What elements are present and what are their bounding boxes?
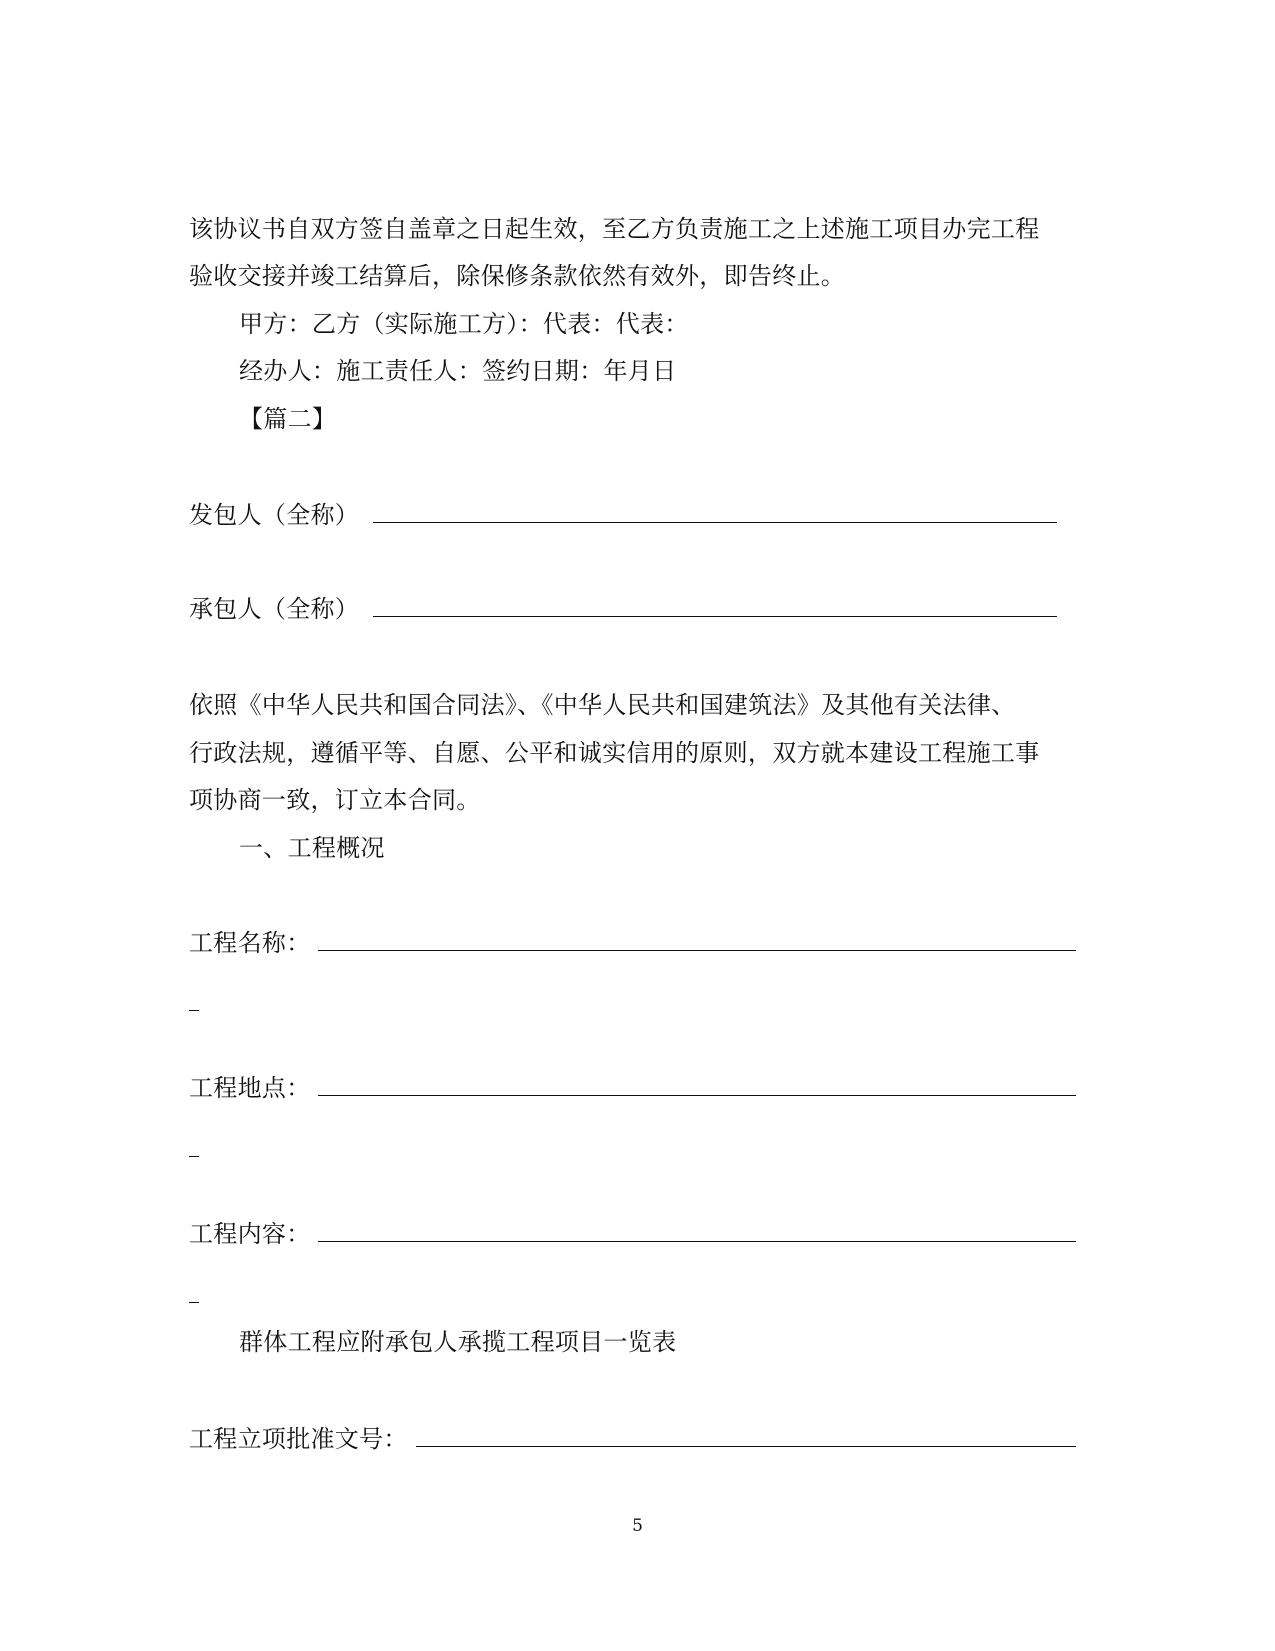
paragraph-2-line-2: 行政法规，遵循平等、自愿、公平和诚实信用的原则，双方就本建设工程施工事 xyxy=(189,739,1040,767)
project-name-blank[interactable] xyxy=(318,928,1076,951)
page-number: 5 xyxy=(632,1516,643,1536)
project-content-row xyxy=(189,1219,1076,1249)
project-location-blank-continuation xyxy=(189,1156,199,1157)
project-content-blank[interactable] xyxy=(318,1219,1076,1242)
article-1-heading: 一、工程概况 xyxy=(239,834,385,862)
section-heading: 【篇二】 xyxy=(239,405,337,433)
paragraph-1-line-1: 该协议书自双方签自盖章之日起生效，至乙方负责施工之上述施工项目办完工程 xyxy=(189,215,1040,243)
project-content-blank-continuation xyxy=(189,1302,199,1303)
project-name-label: 工程名称： xyxy=(189,929,311,957)
employer-name-blank[interactable] xyxy=(373,500,1057,523)
paragraph-2-line-3: 项协商一致，订立本合同。 xyxy=(189,786,481,814)
project-location-label: 工程地点： xyxy=(189,1074,311,1102)
project-name-blank-continuation xyxy=(189,1010,199,1011)
contractor-field-row xyxy=(189,594,1057,624)
contractor-label: 承包人（全称） xyxy=(189,595,360,623)
signature-line-2: 经办人：施工责任人：签约日期：年月日 xyxy=(239,357,677,385)
project-location-blank[interactable] xyxy=(318,1073,1076,1096)
contractor-name-blank[interactable] xyxy=(373,594,1057,617)
project-content-label: 工程内容： xyxy=(189,1220,311,1248)
signature-line-1: 甲方：乙方（实际施工方）：代表：代表： xyxy=(239,310,689,338)
group-project-note: 群体工程应附承包人承揽工程项目一览表 xyxy=(239,1328,677,1356)
project-name-row xyxy=(189,928,1076,958)
employer-label: 发包人（全称） xyxy=(189,501,360,529)
paragraph-1-line-2: 验收交接并竣工结算后，除保修条款依然有效外，即告终止。 xyxy=(189,262,846,290)
project-location-row xyxy=(189,1073,1076,1103)
approval-number-row xyxy=(189,1424,1076,1454)
paragraph-2-line-1: 依照《中华人民共和国合同法》、《中华人民共和国建筑法》及其他有关法律、 xyxy=(189,691,1016,719)
approval-number-blank[interactable] xyxy=(416,1424,1076,1447)
approval-number-label: 工程立项批准文号： xyxy=(189,1425,408,1453)
employer-field-row xyxy=(189,500,1057,530)
